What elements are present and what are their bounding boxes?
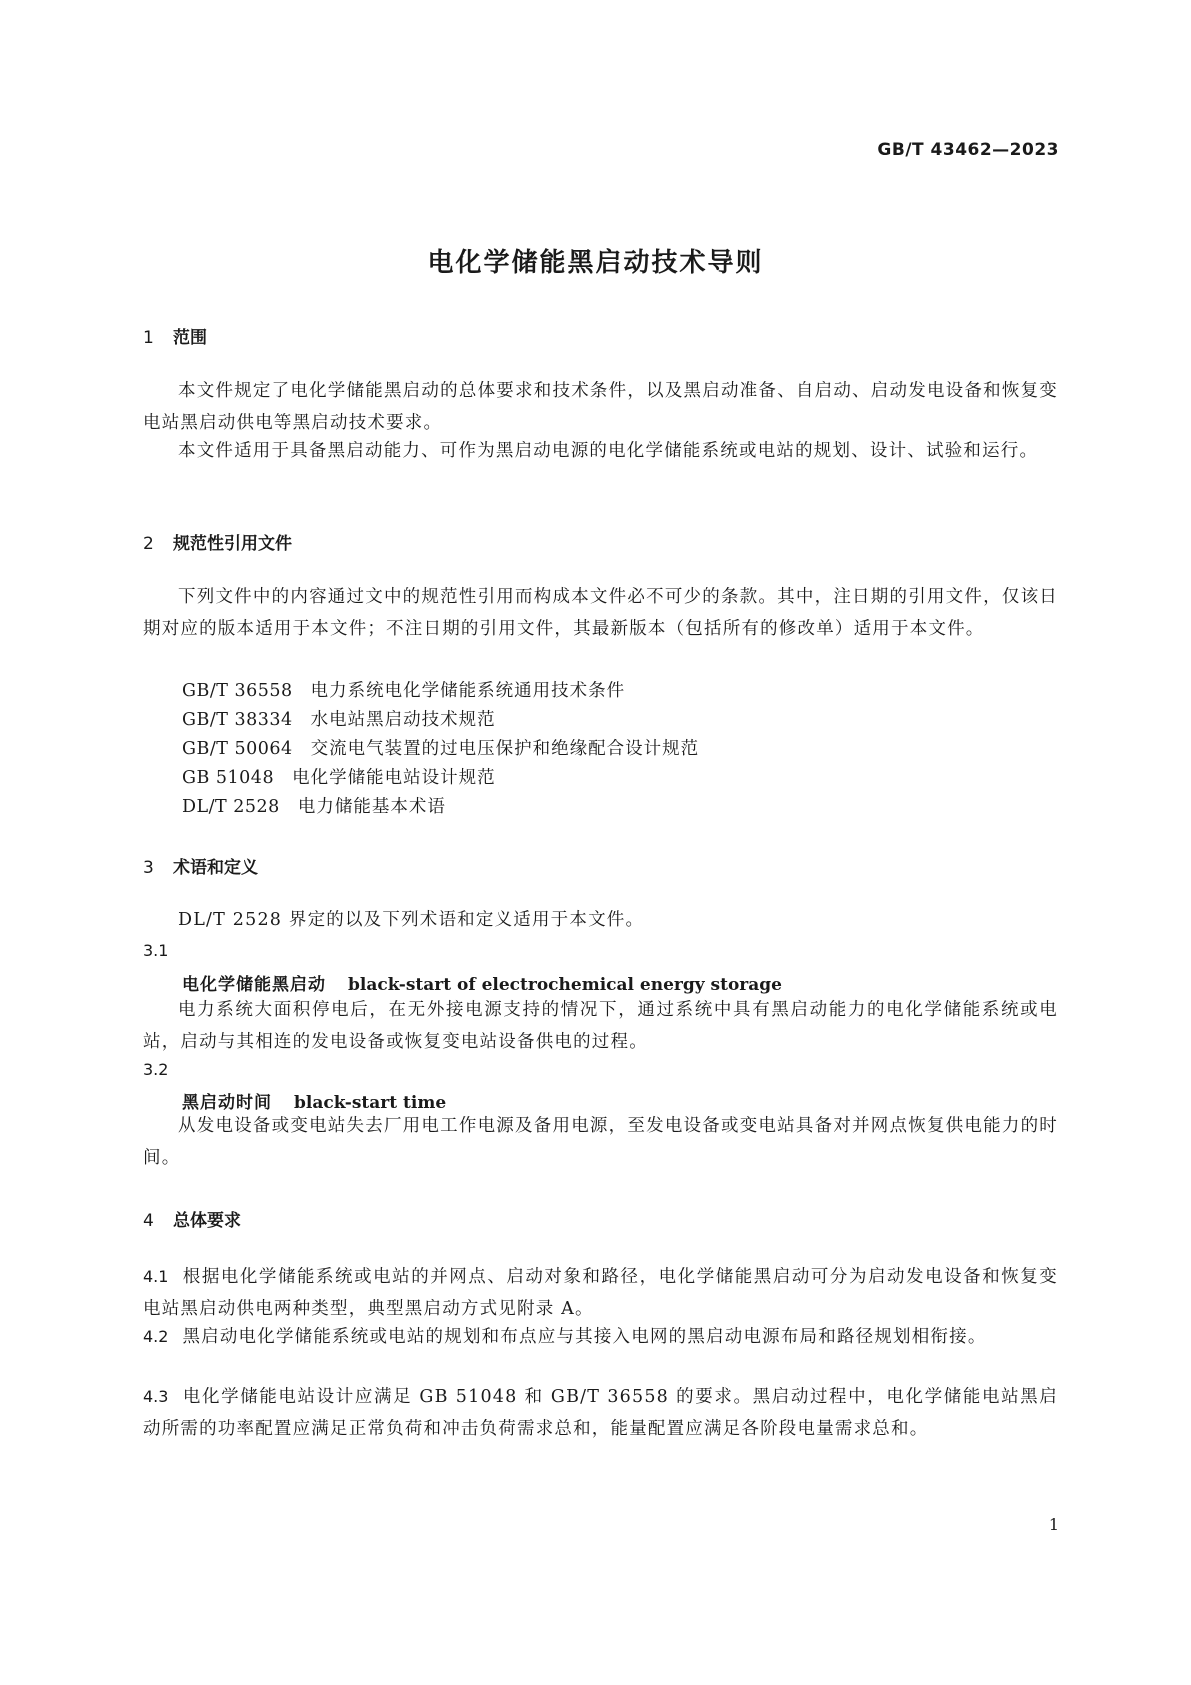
reference-code: GB 51048 — [182, 768, 275, 788]
reference-item — [182, 764, 496, 789]
section-number: 1 — [143, 328, 154, 348]
section-1-paragraph-1: 本文件规定了电化学储能黑启动的总体要求和技术条件，以及黑启动准备、自启动、启动发电设备和恢复变电站黑启动供电等黑启动技术要求。 — [143, 381, 1058, 433]
section-2-paragraph-1: 下列文件中的内容通过文中的规范性引用而构成本文件必不可少的条款。其中，注日期的引用文件，仅该日期对应的版本适用于本文件；不注日期的引用文件，其最新版本（包括所有的修改单）适用于本文件。 — [143, 587, 1058, 639]
reference-item — [182, 735, 699, 760]
reference-name: 电力储能基本术语 — [297, 797, 446, 817]
clause-text: 根据电化学储能系统或电站的并网点、启动对象和路径，电化学储能黑启动可分为启动发电设备和恢复变电站黑启动供电两种类型，典型黑启动方式见附录 A。 — [143, 1267, 1058, 1319]
term-chinese: 黑启动时间 — [182, 1093, 272, 1113]
page-number: 1 — [1048, 1515, 1059, 1534]
term-heading — [182, 1088, 446, 1113]
standard-number: GB/T 43462—2023 — [877, 140, 1059, 160]
clause-text: 电化学储能电站设计应满足 GB 51048 和 GB/T 36558 的要求。黑启动过程中，电化学储能电站黑启动所需的功率配置应满足正常负荷和冲击负荷需求总和，能量配置应满足各阶段电量需求总和。 — [143, 1387, 1058, 1439]
section-title: 总体要求 — [173, 1211, 241, 1231]
reference-name: 电化学储能电站设计规范 — [292, 768, 496, 788]
section-title: 规范性引用文件 — [173, 534, 292, 554]
section-title: 范围 — [173, 328, 207, 348]
section-number: 4 — [143, 1211, 154, 1231]
term-chinese: 电化学储能黑启动 — [182, 975, 326, 995]
term-definition: 从发电设备或变电站失去厂用电工作电源及备用电源，至发电设备或变电站具备对并网点恢复供电能力的时间。 — [143, 1116, 1058, 1168]
document-title: 电化学储能黑启动技术导则 — [427, 248, 764, 278]
section-1-paragraph-2: 本文件适用于具备黑启动能力、可作为黑启动电源的电化学储能系统或电站的规划、设计、试验和运行。 — [178, 441, 1039, 461]
reference-name: 电力系统电化学储能系统通用技术条件 — [310, 681, 626, 701]
reference-name: 交流电气装置的过电压保护和绝缘配合设计规范 — [310, 739, 700, 759]
section-number: 3 — [143, 858, 154, 878]
section-3-heading — [143, 853, 258, 878]
clause-number: 4.1 — [143, 1267, 169, 1286]
section-4-heading — [143, 1206, 241, 1231]
reference-code: GB/T 38334 — [182, 710, 293, 730]
clause-number: 4.2 — [143, 1327, 169, 1346]
clause-number: 4.3 — [143, 1387, 169, 1406]
term-number: 3.1 — [143, 941, 169, 960]
clause — [143, 1261, 1058, 1325]
reference-name: 水电站黑启动技术规范 — [310, 710, 496, 730]
clause — [143, 1381, 1058, 1445]
term-english: black-start time — [294, 1093, 447, 1113]
section-1-heading — [143, 323, 207, 348]
section-number: 2 — [143, 534, 154, 554]
term-heading — [182, 970, 782, 995]
section-title: 术语和定义 — [173, 858, 258, 878]
section-3-paragraph-1: DL/T 2528 界定的以及下列术语和定义适用于本文件。 — [178, 910, 645, 930]
reference-item — [182, 706, 496, 731]
clause-text: 黑启动电化学储能系统或电站的规划和布点应与其接入电网的黑启动电源布局和路径规划相衔接。 — [182, 1327, 987, 1347]
term-english: black-start of electrochemical energy storage — [348, 975, 782, 995]
term-number: 3.2 — [143, 1060, 169, 1079]
clause — [143, 1321, 1058, 1354]
reference-code: GB/T 36558 — [182, 681, 293, 701]
term-definition: 电力系统大面积停电后，在无外接电源支持的情况下，通过系统中具有黑启动能力的电化学储能系统或电站，启动与其相连的发电设备或恢复变电站设备供电的过程。 — [143, 1000, 1058, 1052]
section-2-heading — [143, 529, 292, 554]
reference-item — [182, 677, 625, 702]
reference-item — [182, 793, 446, 818]
reference-code: DL/T 2528 — [182, 797, 280, 817]
reference-code: GB/T 50064 — [182, 739, 293, 759]
